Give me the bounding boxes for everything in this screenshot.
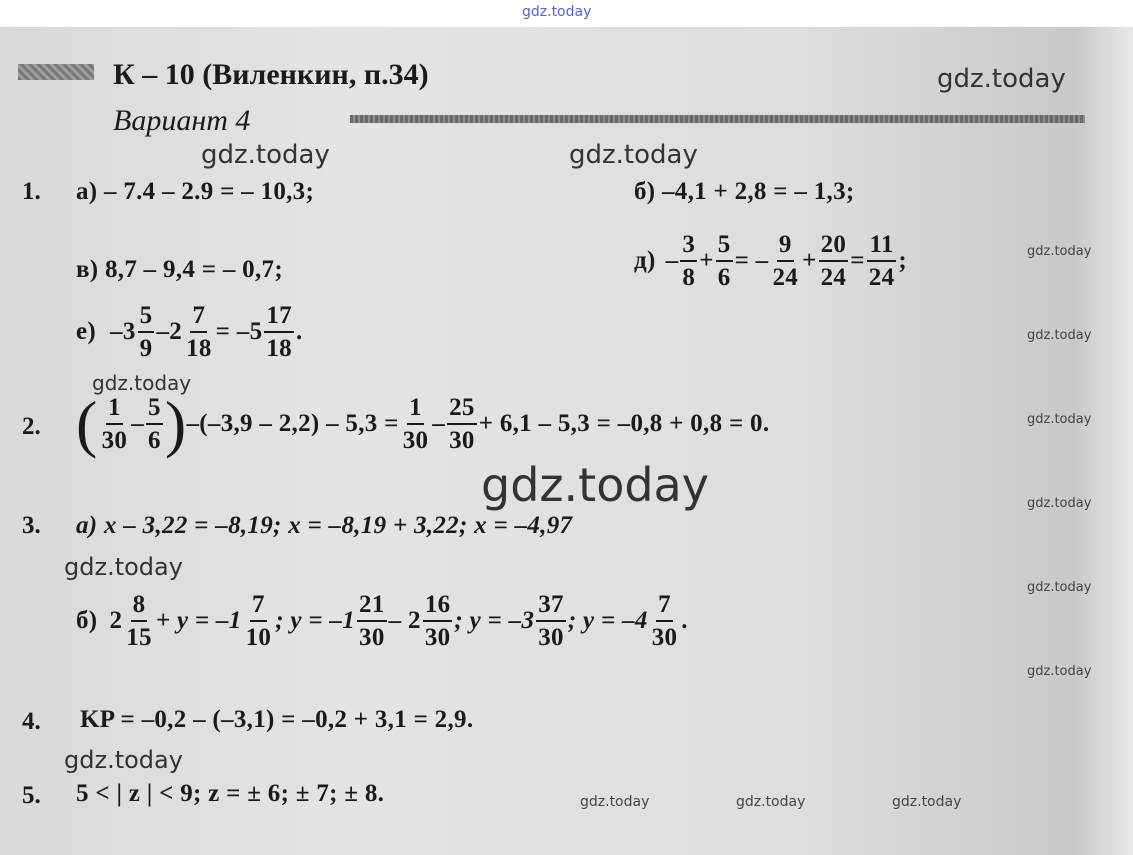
numerator: 1	[407, 395, 424, 425]
numerator: 1	[106, 395, 123, 425]
numerator: 8	[131, 592, 148, 622]
denominator: 30	[424, 624, 451, 651]
header-marker	[18, 64, 94, 80]
denominator: 15	[126, 624, 152, 651]
fraction	[264, 303, 294, 361]
denominator: 30	[538, 624, 564, 651]
equation-part: ; y = –3	[454, 607, 535, 634]
denominator: 24	[868, 264, 895, 291]
fraction	[770, 232, 800, 290]
fraction	[184, 303, 214, 361]
denominator: 9	[139, 335, 153, 362]
top-watermark: gdz.today	[522, 4, 592, 20]
watermark: gdz.today	[1027, 412, 1092, 427]
denominator: 6	[148, 427, 161, 454]
task1-b: б) –4,1 + 2,8 = – 1,3;	[634, 178, 855, 205]
watermark: gdz.today	[1027, 664, 1092, 679]
fraction	[146, 395, 163, 453]
numerator: 11	[867, 232, 895, 262]
task2-tail: + 6,1 – 5,3 = –0,8 + 0,8 = 0.	[478, 410, 770, 437]
fraction	[100, 395, 130, 453]
task-number: 4.	[22, 708, 41, 735]
denominator: 24	[820, 264, 847, 291]
variant-heading: Вариант 4	[113, 104, 251, 137]
watermark: gdz.today	[937, 64, 1066, 94]
watermark: gdz.today	[481, 458, 709, 512]
task1-e-label: е)	[76, 318, 97, 345]
denominator: 18	[266, 335, 292, 362]
fraction	[716, 232, 733, 290]
equation-part: – 2	[388, 607, 421, 634]
watermark: gdz.today	[201, 140, 330, 170]
denominator: 30	[651, 624, 678, 651]
numerator: 3	[680, 232, 697, 262]
fraction	[423, 592, 453, 650]
task1-d-label: д)	[634, 247, 656, 274]
fraction	[680, 232, 697, 290]
fraction	[536, 592, 566, 650]
task4-text: KP = –0,2 – (–3,1) = –0,2 + 3,1 = 2,9.	[80, 706, 474, 733]
task-number: 5.	[22, 782, 41, 809]
denominator: 6	[717, 264, 731, 291]
whole-part: –3	[110, 318, 136, 345]
equation-part: ; y = –1	[275, 607, 356, 634]
numerator: 16	[423, 592, 453, 622]
task1-v: в) 8,7 – 9,4 = – 0,7;	[76, 256, 283, 283]
watermark: gdz.today	[892, 794, 962, 810]
whole-part: –2	[156, 318, 183, 345]
denominator: 24	[772, 264, 799, 291]
task3-b	[76, 592, 688, 650]
watermark: gdz.today	[569, 140, 698, 170]
numerator: 9	[777, 232, 794, 262]
watermark: gdz.today	[1027, 244, 1092, 259]
fraction	[401, 395, 431, 453]
task-number: 1.	[22, 178, 41, 205]
watermark: gdz.today	[64, 553, 183, 581]
whole-part: = –5	[215, 318, 263, 345]
fraction	[447, 395, 477, 453]
task5-text: 5 < | z | < 9; z = ± 6; ± 7; ± 8.	[76, 780, 385, 807]
denominator: 10	[245, 624, 272, 651]
numerator: 17	[264, 303, 294, 333]
denominator: 8	[682, 264, 696, 291]
equation-part: + y = –1	[155, 607, 242, 634]
numerator: 7	[250, 592, 267, 622]
numerator: 5	[146, 395, 163, 425]
task1-d: д) – $\frac{3}{8}$ + $\frac{5}{6}$ = – $\frac{9}{24}$ + $\frac{20}{24}$ = $\frac{11}{24}$ ;	[634, 231, 908, 291]
task3-a: а) x – 3,22 = –8,19; x = –8,19 + 3,22; x = –4,97	[76, 512, 573, 539]
fraction	[357, 592, 387, 650]
equation-part: ; y = –4	[567, 607, 648, 634]
denominator: 30	[101, 427, 128, 454]
numerator: 7	[190, 303, 207, 333]
task1-a: а) – 7.4 – 2.9 = – 10,3;	[76, 178, 315, 205]
numerator: 5	[716, 232, 733, 262]
numerator: 7	[656, 592, 673, 622]
numerator: 37	[536, 592, 566, 622]
task-number: 2.	[22, 413, 41, 440]
task3-b-label: б)	[76, 607, 98, 634]
task-number: 3.	[22, 512, 41, 539]
task1-e: е) –3 $\frac{5}{9}$ –2 $\frac{7}{18}$ = –5 $\frac{17}{18}$ .	[76, 302, 303, 362]
numerator: 5	[138, 303, 155, 333]
page-title: К – 10 (Виленкин, п.34)	[113, 58, 429, 91]
equation-part: .	[681, 607, 688, 634]
fraction	[867, 232, 897, 290]
fraction	[244, 592, 274, 650]
denominator: 30	[402, 427, 429, 454]
watermark: gdz.today	[1027, 496, 1092, 511]
fraction	[138, 303, 155, 361]
denominator: 30	[449, 427, 475, 454]
watermark: gdz.today	[1027, 328, 1092, 343]
denominator: 18	[186, 335, 212, 362]
whole-part: 2	[109, 607, 123, 634]
denominator: 30	[359, 624, 385, 651]
header-rule	[350, 115, 1085, 123]
watermark: gdz.today	[736, 794, 806, 810]
watermark: gdz.today	[580, 794, 650, 810]
numerator: 21	[357, 592, 387, 622]
numerator: 25	[447, 395, 477, 425]
watermark: gdz.today	[1027, 580, 1092, 595]
numerator: 20	[819, 232, 849, 262]
fraction	[124, 592, 154, 650]
task2-expression: ( $\frac{1}{30}$ – $\frac{5}{6}$ ) –(–3,9 – 2,2) – 5,3 = $\frac{1}{30}$ – $\frac{25}{30}$ + 6,1 – 5,3 = –0,8 + 0,8 = 0.	[76, 388, 770, 459]
watermark: gdz.today	[64, 746, 183, 774]
fraction	[650, 592, 680, 650]
fraction	[819, 232, 849, 290]
watermark: gdz.today	[92, 371, 192, 395]
task2-middle: –(–3,9 – 2,2) – 5,3 =	[186, 410, 399, 437]
